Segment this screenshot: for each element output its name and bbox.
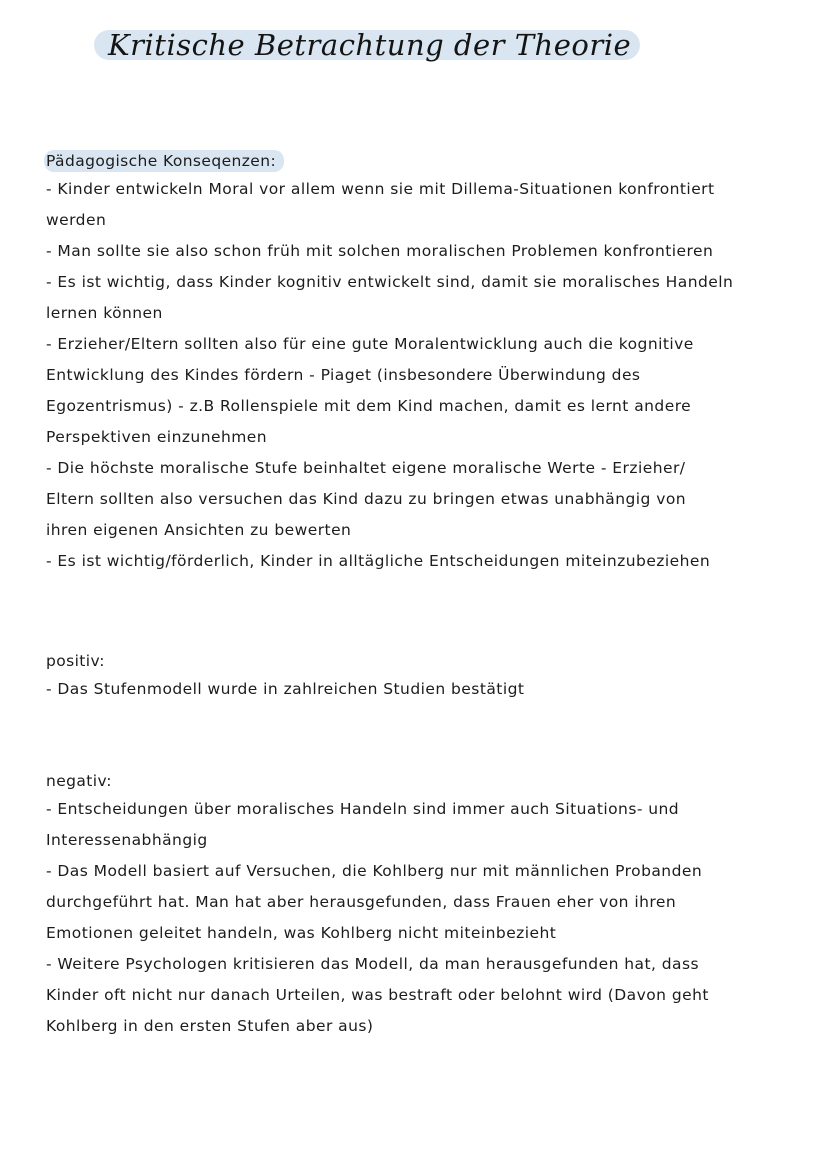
- text-line: - Erzieher/Eltern sollten also für eine gute Moralentwicklung auch die kognitive: [46, 335, 694, 353]
- text-line: Emotionen geleitet handeln, was Kohlberg nicht miteinbezieht: [46, 924, 557, 942]
- text-line: - Es ist wichtig, dass Kinder kognitiv entwickelt sind, damit sie moralisches Handeln: [46, 273, 734, 291]
- text-line: Perspektiven einzunehmen: [46, 428, 268, 446]
- title-block: [94, 24, 640, 66]
- section-positiv: [46, 650, 786, 705]
- page-title: Kritische Betrachtung der Theorie: [108, 28, 632, 62]
- text-line: Eltern sollten also versuchen das Kind dazu zu bringen etwas unabhängig von: [46, 490, 687, 508]
- text-line: - Weitere Psychologen kritisieren das Modell, da man herausgefunden hat, dass: [46, 955, 700, 973]
- text-line: - Die höchste moralische Stufe beinhaltet eigene moralische Werte - Erzieher/: [46, 459, 686, 477]
- section-body: [46, 674, 786, 705]
- text-line: - Kinder entwickeln Moral vor allem wenn sie mit Dillema-Situationen konfrontiert: [46, 180, 715, 198]
- section-paedagogische-konsequenzen: [46, 150, 786, 577]
- text-line: - Man sollte sie also schon früh mit solchen moralischen Problemen konfrontieren: [46, 242, 714, 260]
- text-line: durchgeführt hat. Man hat aber herausgefunden, dass Frauen eher von ihren: [46, 893, 677, 911]
- text-line: - Es ist wichtig/förderlich, Kinder in alltägliche Entscheidungen miteinzubeziehen: [46, 552, 711, 570]
- section-heading: negativ:: [46, 772, 112, 790]
- text-line: - Das Stufenmodell wurde in zahlreichen Studien bestätigt: [46, 680, 525, 698]
- text-line: - Entscheidungen über moralisches Handeln sind immer auch Situations- und: [46, 800, 680, 818]
- text-line: werden: [46, 211, 107, 229]
- section-heading: positiv:: [46, 652, 105, 670]
- section-body: [46, 174, 786, 577]
- text-line: Egozentrismus) - z.B Rollenspiele mit dem Kind machen, damit es lernt andere: [46, 397, 692, 415]
- text-line: Interessenabhängig: [46, 831, 208, 849]
- text-line: Kinder oft nicht nur danach Urteilen, was bestraft oder belohnt wird (Davon geht: [46, 986, 709, 1004]
- text-line: ihren eigenen Ansichten zu bewerten: [46, 521, 352, 539]
- section-negativ: [46, 770, 786, 1042]
- text-line: - Das Modell basiert auf Versuchen, die Kohlberg nur mit männlichen Probanden: [46, 862, 703, 880]
- section-body: [46, 794, 786, 1042]
- text-line: Entwicklung des Kindes fördern - Piaget (insbesondere Überwindung des: [46, 366, 641, 384]
- text-line: Kohlberg in den ersten Stufen aber aus): [46, 1017, 374, 1035]
- text-line: lernen können: [46, 304, 163, 322]
- section-heading: Pädagogische Konseqenzen:: [44, 150, 284, 172]
